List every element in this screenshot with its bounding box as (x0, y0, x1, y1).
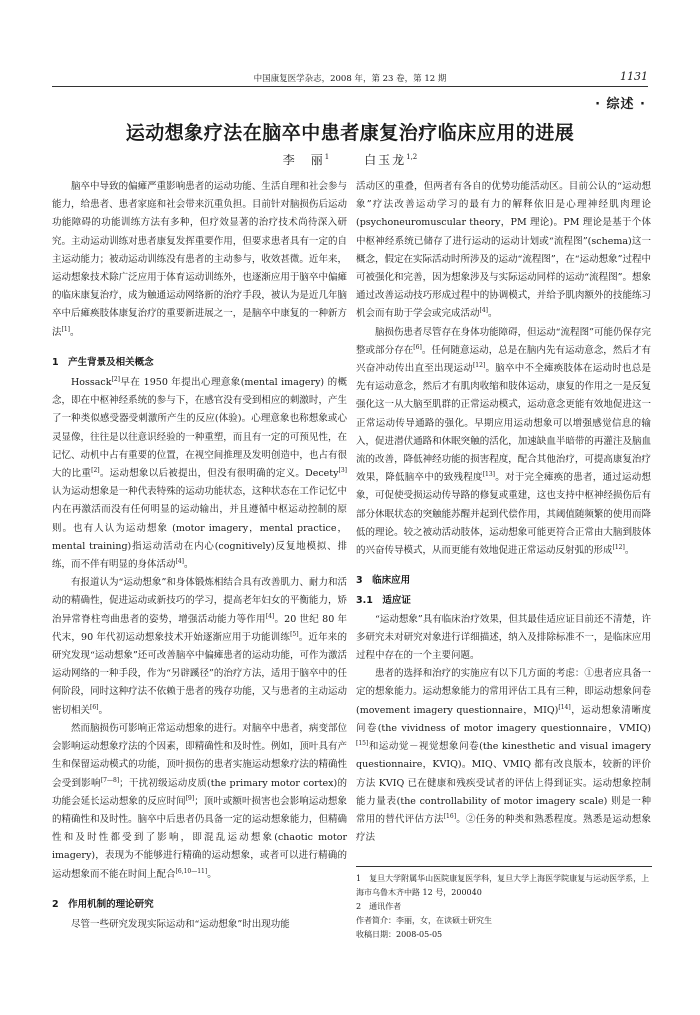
paragraph: 然而脑损伤可影响正常运动想象的进行。对脑卒中患者，病变部位会影响运动想象疗法的个因素，即精确性和及时性。例如，顶叶具有产生和保留运动模式的功能，顶叶损伤的患者实施运动想象疗法的精确性会受到影响[7—8]；干扰初级运动皮质(the primary motor cortex)的功能会延长运动想象的反应时间[9]；顶叶或额叶损害也会影响运动想象的精确性和及时性。脑卒中后患者仍具备一定的运动想象能力，但精确性和及时性都受到了影响，即混乱运动想象(chaotic motor imagery)，表现为不能够进行精确的运动想象，或者可以进行精确的运动想象而不能在时间上配合[6,10—11]。 (52, 722, 347, 880)
left-column (52, 178, 347, 934)
subsection-heading: 3.1 适应证 (356, 595, 411, 607)
citation[interactable]: [4] (265, 612, 275, 620)
citation[interactable]: [12] (612, 543, 625, 551)
citation[interactable]: [2] (91, 466, 100, 474)
citation[interactable]: [6,10—11] (175, 867, 208, 875)
page-number: 1131 (620, 70, 648, 83)
author-line (0, 151, 700, 168)
footnote (356, 866, 652, 942)
paragraph: 有报道认为“运动想象”和身体锻炼相结合具有改善肌力、耐力和活动的精确性，促进运动或新技巧的学习，提高老年妇女的平衡能力，矫治异常脊柱弯曲患者的姿势，增强活动能力等作用[4]。20 世纪 80 年代末，90 年代初运动想象技术开始逐渐应用于功能训练[5]。近年来的研究发现“运动想象”还可改善脑卒中偏瘫患者的运动功能，可作为激活运动网络的一种手段，作为“另辟蹊径”的治疗方法，适用于脑卒中的任何阶段，同时这种疗法不依赖于患者的残存功能，又与患者的主动运动密切相关[6]。 (52, 577, 347, 716)
citation[interactable]: [13] (482, 471, 496, 479)
section-heading: 1 产生背景及相关概念 (52, 356, 154, 368)
section-heading: 3 临床应用 (356, 575, 411, 587)
paragraph: 患者的选择和治疗的实施应有以下几方面的考虑：①患者应具备一定的想象能力。运动想象能力的常用评估工具有三种，即运动想象问卷 (movement imagery questionnaire，MIQ)[14]，运动想象清晰度问卷(the vividness of motor imagery questionnaire，VMIQ)[15]和运动觉－视觉想象问卷(the kinesthetic and visual imagery questionnaire，KVIQ)。MIQ、VMIQ 都有改良版本，较新的评价方法 KVIQ 已在健康和残疾受试者的评估上得到证实。运动想象控制能力量表(the controllability of motor imagery scale) 则是一种常用的替代评估方法[16]。②任务的种类和熟悉程度。熟悉是运动想象疗法 (356, 668, 651, 844)
citation[interactable]: [12] (472, 361, 486, 369)
citation[interactable]: [9] (185, 794, 195, 802)
citation[interactable]: [5] (290, 630, 299, 638)
footnote-received-date: 收稿日期：2008-05-05 (356, 930, 443, 939)
citation[interactable]: [7—8] (100, 776, 120, 784)
author-2-affiliation: 1,2 (406, 153, 418, 161)
citation[interactable]: [6] (413, 343, 422, 351)
article-title: 运动想象疗法在脑卒中患者康复治疗临床应用的进展 (125, 122, 575, 144)
citation[interactable]: [2] (111, 375, 120, 383)
paragraph: 活动区的重叠，但两者有各自的优势功能活动区。目前公认的“运动想象”疗法改善运动学习的最有力的解释依旧是心理神经肌肉理论 (psychoneuromuscular theory，PM 理论)。PM 理论是基于个体中枢神经系统已储存了进行运动的运动计划或“流程图”(schema)这一概念，假定在实际活动时所涉及的运动“流程图”，在“运动想象”过程中可被强化和完善，因为想象涉及与实际运动同样的运动“流程图”。想象通过改善运动技巧形成过程中的协调模式，并给予肌肉额外的技能练习机会而有助于学会或完成活动[4]。 (356, 181, 651, 320)
citation[interactable]: [15] (356, 739, 369, 747)
author-2: 白玉龙 (364, 153, 407, 167)
running-header (52, 70, 648, 87)
right-column (356, 178, 651, 847)
citation[interactable]: [6] (90, 703, 99, 711)
citation[interactable]: [14] (558, 703, 571, 711)
footnote-affiliation-1: 1 复旦大学附属华山医院康复医学科，复旦大学上海医学院康复与运动医学系，上海市乌鲁木齐中路 12 号，200040 (356, 874, 650, 897)
section-heading: 2 作用机制的理论研究 (52, 898, 154, 910)
paragraph: 脑卒中导致的偏瘫严重影响患者的运动功能、生活自理和社会参与能力，给患者、患者家庭和社会带来沉重负担。目前针对脑损伤后运动功能障碍的功能训练方法有多种，但疗效显著的治疗技术尚待深入研究。主动运动训练对患者康复发挥重要作用，但要求患者具有一定的自主运动能力；被动运动训练没有患者的主动参与，收效甚微。近年来，运动想象技术除广泛应用于体育运动训练外，也逐渐应用于脑卒中偏瘫的临床康复治疗，成为触通运动网络新的治疗手段，被认为是近几年脑卒中后瘫痪肢体康复治疗的重要新进展之一，是脑卒中康复的一种新方法[1]。 (52, 181, 347, 338)
footnote-author-bio: 作者简介：李丽，女，在读硕士研究生 (356, 916, 492, 925)
journal-info: 中国康复医学杂志，2008 年，第 23 卷，第 12 期 (253, 74, 447, 84)
citation[interactable]: [16] (443, 812, 457, 820)
author-1: 李 丽 (282, 153, 325, 167)
citation[interactable]: [1] (61, 325, 71, 333)
paragraph: 脑损伤患者尽管存在身体功能障碍，但运动“流程图”可能仍保存完整或部分存在[6]。任何随意运动，总是在脑内先有运动意念，然后才有兴奋冲动传出直至出现运动[12]。脑卒中不全瘫痪肢体在运动时也总是先有运动意念，然后才有肌肉收缩和肢体运动，康复的作用之一是反复强化这一从大脑至肌群的正常运动模式，运动意念更能有效地促进这一正常运动传导通路的强化。早期应用运动想象可以增强感觉信息的输入，促进潜伏通路和休眠突触的活化，加速缺血半暗带的再灌注及脑血流的改善，降低神经功能的损害程度，配合其他治疗，可提高康复治疗效果，降低脑卒中的致残程度[13]。对于完全瘫痪的患者，通过运动想象，可促使受损运动传导路的修复或重建，这也支持中枢神经损伤后有部分休眠状态的突触能苏醒并起到代偿作用，其阈值随频繁的使用而降低的理论。较之被动活动肢体，运动想象可能更符合正常由大脑到肢体的兴奋传导模式，从而更能有效地促进正常运动反射弧的形成[12]。 (356, 326, 651, 557)
citation[interactable]: [4] (479, 307, 489, 315)
paragraph: Hossack[2]早在 1950 年提出心理意象(mental imagery) 的概念，即在中枢神经系统的参与下，在感官没有受到相应的刺激时，产生了一种类似感受器受刺激所产生的反应(体验)。心理意象也称想象或心灵显像，往往是以往意识经验的一种重塑，而且有一定的可预见性，在记忆、动机中占有重要的位置，在视空间推理及发明创造中，也占有很大的比重[2]。运动想象以后被提出，但没有很明确的定义。Decety[3]认为运动想象是一种代表特殊的运动功能状态，这种状态在工作记忆中内在再激活而没有任何明显的运动输出，并且遵循中枢运动控制的原则。也有人认为运动想象 (motor imagery，mental practice，mental training)指运动活动在内心(cognitively)反复地模拟、排练，而不伴有明显的身体活动[4]。 (52, 375, 347, 571)
citation[interactable]: [3] (338, 466, 347, 474)
paragraph: “运动想象”具有临床治疗效果，但其最佳适应证目前还不清楚，许多研究未对研究对象进行详细描述，纳入及排除标准不一，是临床应用过程中存在的一个主要问题。 (356, 613, 651, 662)
author-1-affiliation: 1 (324, 153, 330, 161)
citation[interactable]: [4] (175, 557, 185, 565)
section-tag: · 综述 · (595, 97, 646, 112)
footnote-corresponding: 2 通讯作者 (356, 902, 402, 911)
paragraph: 尽管一些研究发现实际运动和“运动想象”时出现功能 (71, 918, 290, 930)
